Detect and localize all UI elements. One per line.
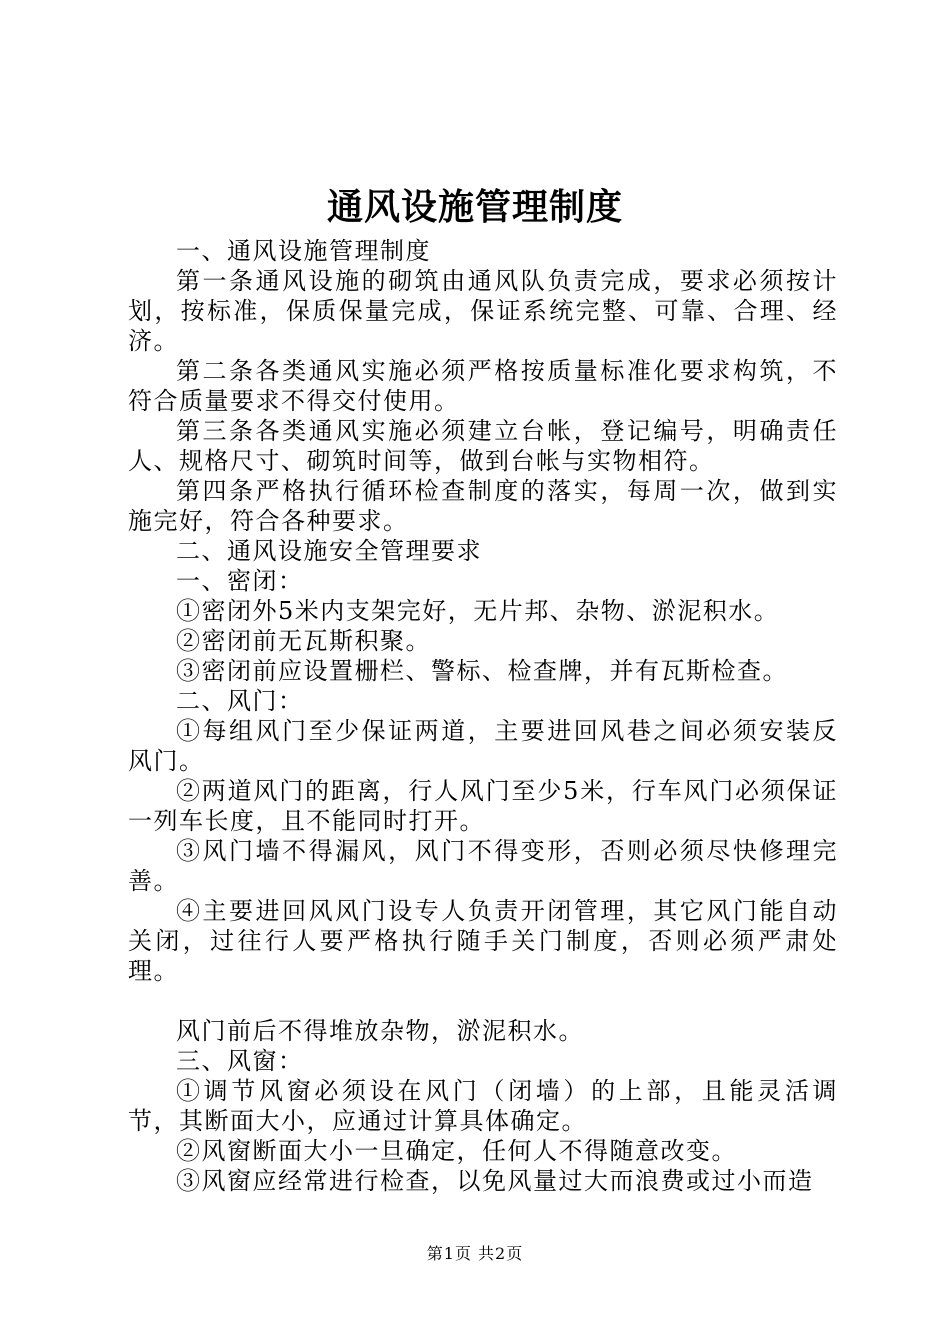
list-item: ①每组风门至少保证两道，主要进回风巷之间必须安装反风门。: [128, 717, 838, 775]
paragraph: 第一条通风设施的砌筑由通风队负责完成，要求必须按计划，按标准，保质保量完成，保证系统完整、可靠、合理、经济。: [128, 267, 838, 355]
document-title: 通风设施管理制度: [326, 186, 623, 228]
document-body: [128, 236, 838, 1196]
list-item: ③风窗应经常进行检查，以免风量过大而浪费或过小而造: [176, 1167, 814, 1195]
paragraph: 第三条各类通风实施必须建立台帐，登记编号，明确责任人、规格尺寸、砌筑时间等，做到台帐与实物相符。: [128, 417, 838, 475]
subsection-heading: 三、风窗：: [176, 1047, 304, 1075]
section-heading: 一、通风设施管理制度: [176, 237, 431, 265]
subsection-heading: 二、风门：: [176, 687, 304, 715]
list-item: ②两道风门的距离，行人风门至少5米，行车风门必须保证一列车长度，且不能同时打开。: [128, 777, 838, 835]
section-heading: 二、通风设施安全管理要求: [176, 537, 482, 565]
list-item: ③密闭前应设置栅栏、警标、检查牌，并有瓦斯检查。: [176, 657, 788, 685]
list-item: ②密闭前无瓦斯积聚。: [176, 627, 431, 655]
subsection-heading: 一、密闭：: [176, 567, 304, 595]
list-item: ③风门墙不得漏风，风门不得变形，否则必须尽快修理完善。: [128, 837, 838, 895]
list-item: ①密闭外5米内支架完好，无片邦、杂物、淤泥积水。: [176, 597, 780, 625]
list-item: ①调节风窗必须设在风门（闭墙）的上部，且能灵活调节，其断面大小，应通过计算具体确定。: [128, 1077, 838, 1135]
list-item: ②风窗断面大小一旦确定，任何人不得随意改变。: [176, 1137, 737, 1165]
list-item: ④主要进回风风门设专人负责开闭管理，其它风门能自动关闭，过往行人要严格执行随手关门制度，否则必须严肃处理。: [128, 897, 838, 985]
page-footer: 第1页 共2页: [426, 1244, 524, 1263]
paragraph: 第二条各类通风实施必须严格按质量标准化要求构筑，不符合质量要求不得交付使用。: [128, 357, 838, 415]
paragraph: 第四条严格执行循环检查制度的落实，每周一次，做到实施完好，符合各种要求。: [128, 477, 838, 535]
paragraph: 风门前后不得堆放杂物，淤泥积水。: [176, 1017, 584, 1045]
